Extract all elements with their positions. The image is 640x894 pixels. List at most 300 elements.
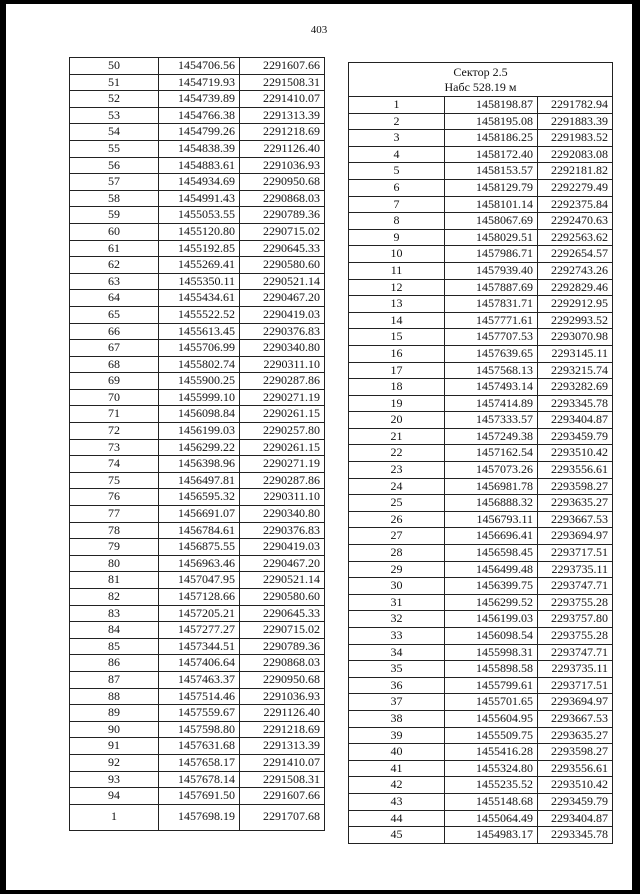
point-number-cell: 18	[349, 379, 445, 396]
table-row	[349, 279, 613, 296]
x-coordinate-cell: 1457559.67	[159, 705, 240, 722]
point-number-cell: 24	[349, 478, 445, 495]
point-number-cell: 56	[70, 157, 159, 174]
x-coordinate-cell: 1455350.11	[159, 273, 240, 290]
y-coordinate-cell: 2290257.80	[240, 423, 325, 440]
y-coordinate-cell: 2291410.07	[240, 754, 325, 771]
x-coordinate-cell: 1455802.74	[159, 356, 240, 373]
x-coordinate-cell: 1455998.31	[445, 644, 538, 661]
y-coordinate-cell: 2292993.52	[538, 312, 613, 329]
sector-header-row	[349, 63, 613, 97]
table-row	[70, 721, 325, 738]
y-coordinate-cell: 2293459.79	[538, 793, 613, 810]
point-number-cell: 75	[70, 472, 159, 489]
sector-title: Сектор 2.5	[453, 65, 508, 79]
point-number-cell: 1	[70, 804, 159, 830]
point-number-cell: 64	[70, 290, 159, 307]
x-coordinate-cell: 1455799.61	[445, 677, 538, 694]
x-coordinate-cell: 1456299.52	[445, 594, 538, 611]
point-number-cell: 12	[349, 279, 445, 296]
point-number-cell: 21	[349, 428, 445, 445]
y-coordinate-cell: 2292829.46	[538, 279, 613, 296]
y-coordinate-cell: 2290521.14	[240, 572, 325, 589]
point-number-cell: 25	[349, 495, 445, 512]
x-coordinate-cell: 1454719.93	[159, 74, 240, 91]
y-coordinate-cell: 2291410.07	[240, 91, 325, 108]
point-number-cell: 88	[70, 688, 159, 705]
point-number-cell: 94	[70, 788, 159, 805]
x-coordinate-cell: 1455120.80	[159, 223, 240, 240]
x-coordinate-cell: 1457698.19	[159, 804, 240, 830]
point-number-cell: 65	[70, 306, 159, 323]
y-coordinate-cell: 2293510.42	[538, 445, 613, 462]
point-number-cell: 84	[70, 622, 159, 639]
y-coordinate-cell: 2291883.39	[538, 113, 613, 130]
table-row	[349, 229, 613, 246]
table-row	[70, 74, 325, 91]
y-coordinate-cell: 2293694.97	[538, 694, 613, 711]
table-row	[70, 705, 325, 722]
point-number-cell: 79	[70, 539, 159, 556]
table-row	[70, 456, 325, 473]
table-row	[349, 395, 613, 412]
y-coordinate-cell: 2292279.49	[538, 179, 613, 196]
y-coordinate-cell: 2293735.11	[538, 561, 613, 578]
x-coordinate-cell: 1457493.14	[445, 379, 538, 396]
table-row	[349, 827, 613, 844]
point-number-cell: 35	[349, 661, 445, 678]
x-coordinate-cell: 1456598.45	[445, 545, 538, 562]
y-coordinate-cell: 2290261.15	[240, 439, 325, 456]
x-coordinate-cell: 1455999.10	[159, 389, 240, 406]
table-row	[70, 506, 325, 523]
point-number-cell: 92	[70, 754, 159, 771]
point-number-cell: 71	[70, 406, 159, 423]
table-row	[349, 727, 613, 744]
point-number-cell: 85	[70, 638, 159, 655]
table-row	[349, 379, 613, 396]
table-row	[349, 628, 613, 645]
point-number-cell: 38	[349, 710, 445, 727]
x-coordinate-cell: 1454838.39	[159, 140, 240, 157]
table-row	[349, 412, 613, 429]
sector-header-cell	[349, 63, 613, 97]
y-coordinate-cell: 2293667.53	[538, 511, 613, 528]
y-coordinate-cell: 2293070.98	[538, 329, 613, 346]
table-row	[70, 638, 325, 655]
y-coordinate-cell: 2293694.97	[538, 528, 613, 545]
point-number-cell: 36	[349, 677, 445, 694]
point-number-cell: 28	[349, 545, 445, 562]
y-coordinate-cell: 2293747.71	[538, 644, 613, 661]
y-coordinate-cell: 2290419.03	[240, 306, 325, 323]
point-number-cell: 29	[349, 561, 445, 578]
x-coordinate-cell: 1456691.07	[159, 506, 240, 523]
y-coordinate-cell: 2292083.08	[538, 146, 613, 163]
x-coordinate-cell: 1455701.65	[445, 694, 538, 711]
table-row	[349, 793, 613, 810]
table-row	[70, 157, 325, 174]
table-row	[70, 804, 325, 830]
x-coordinate-cell: 1455900.25	[159, 373, 240, 390]
x-coordinate-cell: 1457406.64	[159, 655, 240, 672]
x-coordinate-cell: 1458129.79	[445, 179, 538, 196]
x-coordinate-cell: 1457162.54	[445, 445, 538, 462]
table-row	[349, 130, 613, 147]
x-coordinate-cell: 1458029.51	[445, 229, 538, 246]
point-number-cell: 20	[349, 412, 445, 429]
y-coordinate-cell: 2291036.93	[240, 688, 325, 705]
point-number-cell: 76	[70, 489, 159, 506]
table-row	[349, 677, 613, 694]
point-number-cell: 11	[349, 262, 445, 279]
x-coordinate-cell: 1455053.55	[159, 207, 240, 224]
table-row	[70, 589, 325, 606]
y-coordinate-cell: 2291126.40	[240, 705, 325, 722]
y-coordinate-cell: 2291607.66	[240, 788, 325, 805]
table-row	[349, 345, 613, 362]
point-number-cell: 74	[70, 456, 159, 473]
point-number-cell: 14	[349, 312, 445, 329]
y-coordinate-cell: 2293345.78	[538, 395, 613, 412]
x-coordinate-cell: 1457249.38	[445, 428, 538, 445]
y-coordinate-cell: 2293459.79	[538, 428, 613, 445]
point-number-cell: 83	[70, 605, 159, 622]
y-coordinate-cell: 2290521.14	[240, 273, 325, 290]
table-row	[70, 406, 325, 423]
x-coordinate-cell: 1456499.48	[445, 561, 538, 578]
y-coordinate-cell: 2290287.86	[240, 472, 325, 489]
table-row	[70, 174, 325, 191]
point-number-cell: 43	[349, 793, 445, 810]
table-row	[70, 223, 325, 240]
y-coordinate-cell: 2290580.60	[240, 257, 325, 274]
y-coordinate-cell: 2293345.78	[538, 827, 613, 844]
y-coordinate-cell: 2293717.51	[538, 677, 613, 694]
table-row	[349, 362, 613, 379]
x-coordinate-cell: 1456399.75	[445, 578, 538, 595]
table-row	[349, 113, 613, 130]
x-coordinate-cell: 1455509.75	[445, 727, 538, 744]
x-coordinate-cell: 1455235.52	[445, 777, 538, 794]
x-coordinate-cell: 1457344.51	[159, 638, 240, 655]
point-number-cell: 42	[349, 777, 445, 794]
table-row	[70, 539, 325, 556]
y-coordinate-cell: 2290580.60	[240, 589, 325, 606]
table-row	[70, 306, 325, 323]
point-number-cell: 68	[70, 356, 159, 373]
point-number-cell: 30	[349, 578, 445, 595]
y-coordinate-cell: 2290340.80	[240, 506, 325, 523]
page-number: 403	[310, 24, 328, 36]
table-row	[349, 262, 613, 279]
table-row	[70, 754, 325, 771]
x-coordinate-cell: 1457986.71	[445, 246, 538, 263]
point-number-cell: 53	[70, 107, 159, 124]
x-coordinate-cell: 1457333.57	[445, 412, 538, 429]
coordinates-table-left-body	[70, 58, 325, 831]
x-coordinate-cell: 1454766.38	[159, 107, 240, 124]
x-coordinate-cell: 1456199.03	[445, 611, 538, 628]
y-coordinate-cell: 2290376.83	[240, 522, 325, 539]
point-number-cell: 39	[349, 727, 445, 744]
point-number-cell: 78	[70, 522, 159, 539]
table-row	[70, 788, 325, 805]
point-number-cell: 67	[70, 340, 159, 357]
y-coordinate-cell: 2290261.15	[240, 406, 325, 423]
x-coordinate-cell: 1456981.78	[445, 478, 538, 495]
table-row	[70, 622, 325, 639]
point-number-cell: 93	[70, 771, 159, 788]
point-number-cell: 45	[349, 827, 445, 844]
table-row	[349, 661, 613, 678]
table-row	[70, 439, 325, 456]
coordinates-table-right-body	[349, 97, 613, 844]
point-number-cell: 37	[349, 694, 445, 711]
y-coordinate-cell: 2290950.68	[240, 671, 325, 688]
table-row	[70, 290, 325, 307]
y-coordinate-cell: 2290715.02	[240, 622, 325, 639]
table-row	[349, 545, 613, 562]
y-coordinate-cell: 2291607.66	[240, 58, 325, 75]
point-number-cell: 2	[349, 113, 445, 130]
table-row	[349, 179, 613, 196]
point-number-cell: 91	[70, 738, 159, 755]
y-coordinate-cell: 2293735.11	[538, 661, 613, 678]
y-coordinate-cell: 2290868.03	[240, 190, 325, 207]
y-coordinate-cell: 2290376.83	[240, 323, 325, 340]
x-coordinate-cell: 1457568.13	[445, 362, 538, 379]
y-coordinate-cell: 2293598.27	[538, 478, 613, 495]
point-number-cell: 9	[349, 229, 445, 246]
point-number-cell: 8	[349, 213, 445, 230]
point-number-cell: 61	[70, 240, 159, 257]
x-coordinate-cell: 1458067.69	[445, 213, 538, 230]
table-row	[70, 489, 325, 506]
point-number-cell: 3	[349, 130, 445, 147]
x-coordinate-cell: 1454883.61	[159, 157, 240, 174]
x-coordinate-cell: 1456199.03	[159, 423, 240, 440]
table-row	[70, 605, 325, 622]
x-coordinate-cell: 1457463.37	[159, 671, 240, 688]
point-number-cell: 41	[349, 760, 445, 777]
table-row	[349, 528, 613, 545]
y-coordinate-cell: 2293404.87	[538, 810, 613, 827]
coordinates-table-left	[69, 57, 325, 831]
x-coordinate-cell: 1455416.28	[445, 744, 538, 761]
point-number-cell: 81	[70, 572, 159, 589]
table-row	[349, 578, 613, 595]
y-coordinate-cell: 2293556.61	[538, 760, 613, 777]
x-coordinate-cell: 1457277.27	[159, 622, 240, 639]
x-coordinate-cell: 1457414.89	[445, 395, 538, 412]
x-coordinate-cell: 1456098.84	[159, 406, 240, 423]
table-row	[349, 594, 613, 611]
point-number-cell: 40	[349, 744, 445, 761]
point-number-cell: 26	[349, 511, 445, 528]
x-coordinate-cell: 1454799.26	[159, 124, 240, 141]
y-coordinate-cell: 2293755.28	[538, 628, 613, 645]
y-coordinate-cell: 2291036.93	[240, 157, 325, 174]
y-coordinate-cell: 2290419.03	[240, 539, 325, 556]
table-row	[349, 561, 613, 578]
coordinates-table-right	[348, 62, 613, 844]
point-number-cell: 58	[70, 190, 159, 207]
point-number-cell: 90	[70, 721, 159, 738]
point-number-cell: 66	[70, 323, 159, 340]
y-coordinate-cell: 2293635.27	[538, 727, 613, 744]
x-coordinate-cell: 1458198.87	[445, 97, 538, 114]
x-coordinate-cell: 1455898.58	[445, 661, 538, 678]
point-number-cell: 54	[70, 124, 159, 141]
y-coordinate-cell: 2292375.84	[538, 196, 613, 213]
y-coordinate-cell: 2293510.42	[538, 777, 613, 794]
table-row	[349, 462, 613, 479]
y-coordinate-cell: 2290311.10	[240, 489, 325, 506]
x-coordinate-cell: 1455324.80	[445, 760, 538, 777]
point-number-cell: 73	[70, 439, 159, 456]
y-coordinate-cell: 2291707.68	[240, 804, 325, 830]
point-number-cell: 23	[349, 462, 445, 479]
y-coordinate-cell: 2293635.27	[538, 495, 613, 512]
table-row	[349, 644, 613, 661]
x-coordinate-cell: 1457047.95	[159, 572, 240, 589]
table-row	[70, 257, 325, 274]
y-coordinate-cell: 2290340.80	[240, 340, 325, 357]
y-coordinate-cell: 2293282.69	[538, 379, 613, 396]
x-coordinate-cell: 1457631.68	[159, 738, 240, 755]
table-row	[70, 671, 325, 688]
point-number-cell: 10	[349, 246, 445, 263]
y-coordinate-cell: 2291126.40	[240, 140, 325, 157]
x-coordinate-cell: 1456497.81	[159, 472, 240, 489]
x-coordinate-cell: 1454934.69	[159, 174, 240, 191]
table-row	[70, 124, 325, 141]
y-coordinate-cell: 2291983.52	[538, 130, 613, 147]
x-coordinate-cell: 1454706.56	[159, 58, 240, 75]
point-number-cell: 89	[70, 705, 159, 722]
table-row	[70, 107, 325, 124]
x-coordinate-cell: 1454991.43	[159, 190, 240, 207]
point-number-cell: 63	[70, 273, 159, 290]
point-number-cell: 55	[70, 140, 159, 157]
table-row	[70, 572, 325, 589]
x-coordinate-cell: 1455434.61	[159, 290, 240, 307]
point-number-cell: 57	[70, 174, 159, 191]
table-row	[70, 340, 325, 357]
x-coordinate-cell: 1457073.26	[445, 462, 538, 479]
y-coordinate-cell: 2290311.10	[240, 356, 325, 373]
table-row	[349, 196, 613, 213]
table-row	[349, 611, 613, 628]
x-coordinate-cell: 1458195.08	[445, 113, 538, 130]
x-coordinate-cell: 1457707.53	[445, 329, 538, 346]
table-row	[70, 373, 325, 390]
y-coordinate-cell: 2290287.86	[240, 373, 325, 390]
table-row	[70, 58, 325, 75]
point-number-cell: 34	[349, 644, 445, 661]
x-coordinate-cell: 1457939.40	[445, 262, 538, 279]
table-row	[349, 312, 613, 329]
table-row	[70, 240, 325, 257]
y-coordinate-cell: 2290789.36	[240, 207, 325, 224]
point-number-cell: 5	[349, 163, 445, 180]
point-number-cell: 1	[349, 97, 445, 114]
x-coordinate-cell: 1455706.99	[159, 340, 240, 357]
x-coordinate-cell: 1457658.17	[159, 754, 240, 771]
x-coordinate-cell: 1456299.22	[159, 439, 240, 456]
table-row	[349, 511, 613, 528]
y-coordinate-cell: 2292563.62	[538, 229, 613, 246]
y-coordinate-cell: 2292470.63	[538, 213, 613, 230]
x-coordinate-cell: 1457691.50	[159, 788, 240, 805]
y-coordinate-cell: 2293598.27	[538, 744, 613, 761]
y-coordinate-cell: 2291313.39	[240, 107, 325, 124]
x-coordinate-cell: 1456398.96	[159, 456, 240, 473]
x-coordinate-cell: 1455613.45	[159, 323, 240, 340]
table-row	[70, 522, 325, 539]
table-row	[349, 428, 613, 445]
y-coordinate-cell: 2292181.82	[538, 163, 613, 180]
point-number-cell: 51	[70, 74, 159, 91]
x-coordinate-cell: 1456595.32	[159, 489, 240, 506]
x-coordinate-cell: 1457771.61	[445, 312, 538, 329]
x-coordinate-cell: 1457514.46	[159, 688, 240, 705]
x-coordinate-cell: 1456784.61	[159, 522, 240, 539]
x-coordinate-cell: 1458153.57	[445, 163, 538, 180]
point-number-cell: 27	[349, 528, 445, 545]
table-row	[349, 97, 613, 114]
x-coordinate-cell: 1456098.54	[445, 628, 538, 645]
sector-header	[349, 63, 613, 97]
table-row	[70, 655, 325, 672]
table-row	[70, 207, 325, 224]
x-coordinate-cell: 1458186.25	[445, 130, 538, 147]
table-row	[349, 710, 613, 727]
point-number-cell: 87	[70, 671, 159, 688]
point-number-cell: 15	[349, 329, 445, 346]
table-row	[70, 140, 325, 157]
y-coordinate-cell: 2291782.94	[538, 97, 613, 114]
x-coordinate-cell: 1455148.68	[445, 793, 538, 810]
y-coordinate-cell: 2293747.71	[538, 578, 613, 595]
table-row	[70, 423, 325, 440]
point-number-cell: 44	[349, 810, 445, 827]
y-coordinate-cell: 2292912.95	[538, 296, 613, 313]
sector-height: Набс 528.19 м	[444, 80, 517, 94]
table-row	[70, 389, 325, 406]
point-number-cell: 6	[349, 179, 445, 196]
y-coordinate-cell: 2293215.74	[538, 362, 613, 379]
point-number-cell: 17	[349, 362, 445, 379]
table-row	[70, 91, 325, 108]
table-row	[70, 472, 325, 489]
x-coordinate-cell: 1455192.85	[159, 240, 240, 257]
y-coordinate-cell: 2293717.51	[538, 545, 613, 562]
point-number-cell: 60	[70, 223, 159, 240]
y-coordinate-cell: 2290645.33	[240, 240, 325, 257]
table-row	[349, 810, 613, 827]
table-row	[70, 555, 325, 572]
x-coordinate-cell: 1458172.40	[445, 146, 538, 163]
y-coordinate-cell: 2291218.69	[240, 124, 325, 141]
table-row	[70, 688, 325, 705]
y-coordinate-cell: 2290271.19	[240, 389, 325, 406]
point-number-cell: 62	[70, 257, 159, 274]
x-coordinate-cell: 1455064.49	[445, 810, 538, 827]
table-row	[349, 163, 613, 180]
y-coordinate-cell: 2291313.39	[240, 738, 325, 755]
